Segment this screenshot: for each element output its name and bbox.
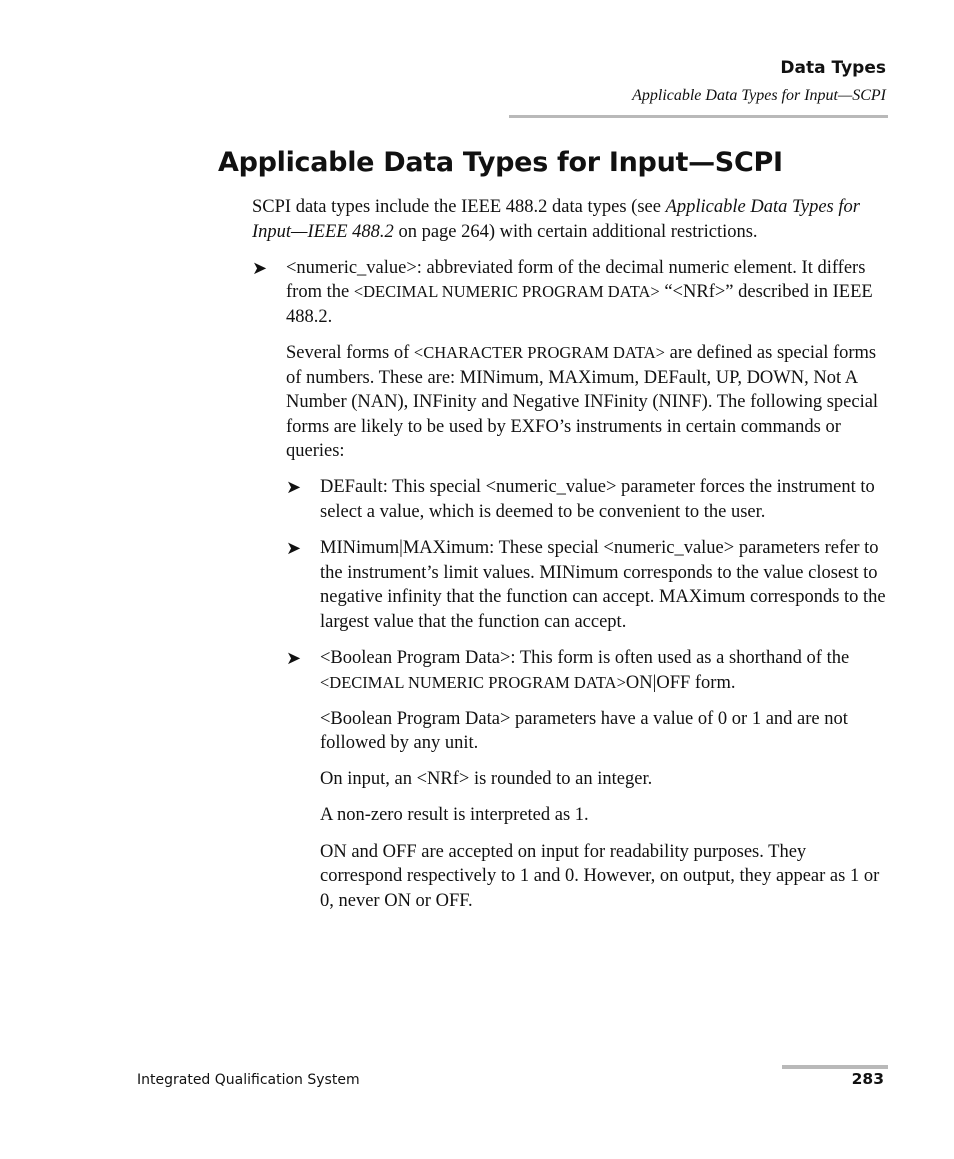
bullet-minmax (286, 536, 888, 634)
intro-text-after: on page 264) with certain additional restrictions. (393, 221, 758, 242)
small-caps-run: <DECIMAL NUMERIC PROGRAM DATA> (320, 672, 626, 692)
bullet-arrow-icon: ➤ (252, 257, 268, 278)
header-subsection-title: Applicable Data Types for Input—SCPI (632, 87, 886, 104)
bullet-arrow-icon: ➤ (286, 648, 302, 668)
numeric-value-definition (286, 256, 888, 330)
small-caps-run: <CHARACTER PROGRAM DATA> (413, 342, 665, 362)
intro-text: SCPI data types include the IEEE 488.2 data types (see (252, 197, 666, 217)
cross-reference-link[interactable]: Applicable Data Types for Input—IEEE 488.2 (252, 197, 860, 242)
boolean-on-off-paragraph: ON and OFF are accepted on input for readability purposes. They correspond respectively to 1 and 0. However, on output, they appear as 1 or 0, never ON or OFF. (320, 841, 880, 911)
bullet-default (286, 475, 888, 524)
boolean-definition (320, 646, 888, 695)
page-title: Applicable Data Types for Input—SCPI (218, 147, 783, 178)
bullet-numeric-value (252, 256, 888, 914)
text-run: <numeric_value>: abbreviated form of the decimal numeric element. It differs from the (286, 257, 866, 303)
boolean-nonzero-paragraph: A non-zero result is interpreted as 1. (320, 805, 589, 826)
body-content (252, 195, 888, 925)
bullet-arrow-icon: ➤ (286, 477, 302, 498)
text-run: “<NRf>” described in IEEE 488.2. (286, 282, 873, 327)
text-run: Several forms of (286, 342, 414, 363)
text-run: are defined as special forms of numbers. These are: MINimum, MAXimum, DEFault, UP, DOWN, Not A Number (NAN), INFinity and Negative INFinity (NINF). The following special forms are likely to be used by EXFO’s instruments in certain commands or queries: (286, 342, 879, 462)
page-number: 283 (851, 1070, 884, 1088)
header-rule (509, 115, 888, 118)
boolean-values-paragraph: <Boolean Program Data> parameters have a value of 0 or 1 and are not followed by any unit. (320, 708, 848, 754)
header-section-title: Data Types (780, 58, 886, 78)
bullet-boolean (286, 646, 888, 913)
minmax-definition: MINimum|MAXimum: These special <numeric_value> parameters refer to the instrument’s limit values. MINimum corresponds to the value closest to negative infinity that the function can accept. MAXimum corresponds to the largest value that the function can accept. (320, 538, 886, 632)
default-definition: DEFault: This special <numeric_value> parameter forces the instrument to select a value, which is deemed to be convenient to the user. (320, 477, 875, 523)
running-header (632, 56, 886, 107)
footer-product-name: Integrated Qualification System (137, 1072, 360, 1088)
text-run: <Boolean Program Data>: This form is often used as a shorthand of the (320, 648, 850, 668)
bullet-arrow-icon: ➤ (286, 538, 302, 559)
boolean-rounding-paragraph: On input, an <NRf> is rounded to an integer. (320, 769, 653, 790)
special-forms-paragraph (286, 341, 888, 464)
intro-paragraph (252, 195, 888, 244)
text-run: ON|OFF form. (625, 672, 736, 693)
small-caps-run: <DECIMAL NUMERIC PROGRAM DATA> (353, 282, 660, 302)
